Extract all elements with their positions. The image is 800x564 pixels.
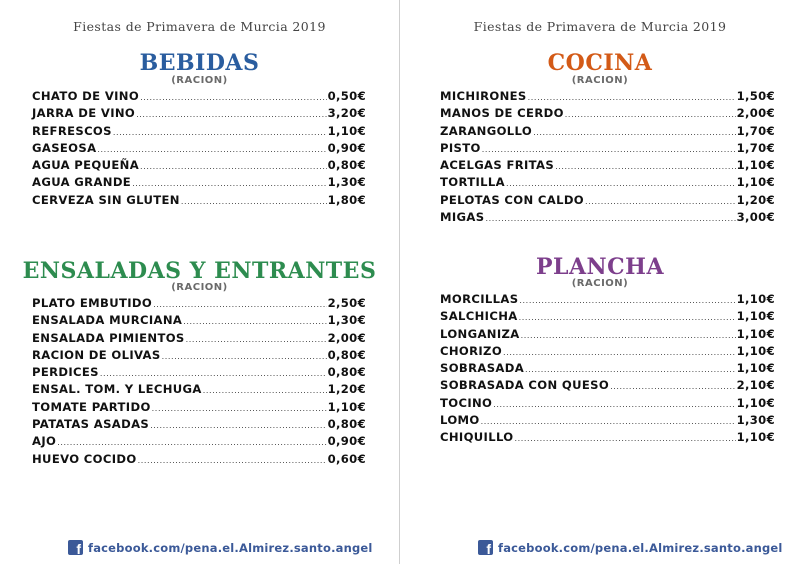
dot-leader [528,93,736,102]
dot-leader [113,128,327,137]
facebook-url: facebook.com/pena.el.Almirez.santo.angel [498,540,783,555]
item-price: 1,10€ [736,309,775,324]
section-title-plancha: PLANCHA [535,254,665,280]
section-title-bebidas: BEBIDAS [139,50,260,76]
item-price: 1,30€ [736,413,775,428]
item-price: 2,10€ [736,378,775,393]
dot-leader [152,404,327,413]
item-name: ACELGAS FRITAS [440,158,555,173]
item-name: ENSAL. TOM. Y LECHUGA [32,382,202,397]
item-name: TOMATE PARTIDO [32,399,151,414]
menu-item [32,382,366,399]
dot-leader [150,421,326,430]
item-price: 1,50€ [736,89,775,103]
menu-page-left [0,0,399,564]
item-name: GASEOSA [32,140,97,155]
item-price: 0,60€ [327,451,366,466]
item-price: 1,10€ [736,395,775,410]
menu-item [440,124,775,141]
dot-leader [565,110,736,119]
menu-page-right [400,0,800,564]
item-name: CHATO DE VINO [32,89,140,103]
item-name: SALCHICHA [440,309,518,324]
menu-item [32,417,366,434]
menu-item [32,331,366,348]
dot-leader [525,365,736,374]
dot-leader [503,348,736,357]
dot-leader [183,317,326,326]
dot-leader [140,93,327,102]
item-name: HUEVO COCIDO [32,451,137,466]
item-price: 2,00€ [736,106,775,121]
item-price: 1,30€ [327,175,366,190]
item-price: 0,50€ [327,89,366,103]
page-header: Fiestas de Primavera de Murcia 2019 [73,19,326,34]
item-price: 1,10€ [736,343,775,358]
item-price: 1,10€ [736,361,775,376]
item-price: 1,20€ [327,382,366,397]
item-price: 1,10€ [327,123,366,138]
menu-item [440,327,775,344]
menu-item [32,124,366,141]
menu-item [32,106,366,123]
dot-leader [481,417,736,426]
menu-item [440,378,775,395]
menu-item [32,158,366,175]
menu-item [32,296,366,313]
item-name: REFRESCOS [32,123,112,138]
menu-item [440,141,775,158]
menu-item [440,292,775,309]
item-name: PERDICES [32,365,99,380]
menu-item [440,106,775,123]
menu-item [32,193,366,210]
facebook-url: facebook.com/pena.el.Almirez.santo.angel [88,540,373,555]
item-name: MIGAS [440,210,485,225]
item-price: 1,10€ [327,399,366,414]
dot-leader [493,400,735,409]
dot-leader [100,369,327,378]
menu-item [32,348,366,365]
menu-list-ensaladas [32,296,366,469]
item-price: 2,00€ [327,330,366,345]
menu-item [440,309,775,326]
item-name: ENSALADA PIMIENTOS [32,330,185,345]
item-name: PLATO EMBUTIDO [32,296,153,310]
menu-item [440,193,775,210]
section-subtitle-bebidas: (RACION) [171,75,228,86]
item-name: TORTILLA [440,175,505,190]
dot-leader [153,300,326,309]
item-name: AGUA GRANDE [32,175,132,190]
item-price: 1,10€ [736,430,775,445]
dot-leader [140,162,327,171]
item-price: 0,80€ [327,365,366,380]
dot-leader [57,438,326,447]
item-name: ZARANGOLLO [440,123,533,138]
dot-leader [181,197,327,206]
item-name: PELOTAS CON CALDO [440,192,585,207]
item-price: 1,30€ [327,313,366,328]
item-name: CHIQUILLO [440,430,514,445]
item-price: 1,20€ [736,192,775,207]
item-price: 0,80€ [327,417,366,432]
item-price: 1,80€ [327,192,366,207]
item-name: CERVEZA SIN GLUTEN [32,192,180,207]
facebook-link[interactable] [68,540,373,555]
facebook-link[interactable] [478,540,783,555]
section-title-cocina: COCINA [547,50,653,76]
section-subtitle-plancha: (RACION) [571,278,629,289]
item-price: 0,80€ [327,347,366,362]
menu-item [440,396,775,413]
item-name: AJO [32,434,57,449]
dot-leader [533,128,735,137]
facebook-icon: f [68,540,83,555]
menu-item [32,365,366,382]
dot-leader [138,456,327,465]
menu-item [440,413,775,430]
menu-item [440,344,775,361]
item-name: MANOS DE CERDO [440,106,564,121]
menu-item [32,313,366,330]
item-price: 0,90€ [327,140,366,155]
menu-list-bebidas [32,89,366,210]
page-header: Fiestas de Primavera de Murcia 2019 [473,19,727,34]
item-price: 0,90€ [327,434,366,449]
item-name: RACION DE OLIVAS [32,347,161,362]
dot-leader [136,110,326,119]
item-name: LOMO [440,413,480,428]
dot-leader [555,162,736,171]
item-name: JARRA DE VINO [32,106,136,121]
dot-leader [132,179,326,188]
menu-list-cocina [440,89,775,227]
menu-item [440,175,775,192]
dot-leader [203,386,327,395]
menu-item [440,89,775,106]
dot-leader [585,197,736,206]
section-subtitle-cocina: (RACION) [571,75,629,86]
item-price: 1,10€ [736,326,775,341]
dot-leader [514,434,735,443]
item-name: CHORIZO [440,343,503,358]
item-price: 1,70€ [736,123,775,138]
section-subtitle-ensaladas: (RACION) [171,282,228,293]
dot-leader [521,331,736,340]
item-price: 2,50€ [327,296,366,310]
item-name: PISTO [440,140,481,155]
dot-leader [482,145,736,154]
dot-leader [162,352,327,361]
dot-leader [519,296,735,305]
item-name: PATATAS ASADAS [32,417,150,432]
section-title-ensaladas: ENSALADAS Y ENTRANTES [22,258,377,284]
item-name: MORCILLAS [440,292,519,306]
item-price: 1,70€ [736,140,775,155]
menu-item [32,452,366,469]
item-price: 0,80€ [327,158,366,173]
item-name: ENSALADA MURCIANA [32,313,183,328]
item-name: SOBRASADA CON QUESO [440,378,610,393]
dot-leader [186,335,327,344]
item-name: SOBRASADA [440,361,525,376]
menu-item [440,430,775,447]
menu-item [32,175,366,192]
item-name: AGUA PEQUEÑA [32,158,140,173]
menu-item [440,210,775,227]
menu-item [32,434,366,451]
item-name: TOCINO [440,395,493,410]
dot-leader [506,179,736,188]
menu-item [440,361,775,378]
dot-leader [485,214,735,223]
dot-leader [97,145,326,154]
item-name: MICHIRONES [440,89,527,103]
item-name: LONGANIZA [440,326,520,341]
item-price: 1,10€ [736,292,775,306]
facebook-icon: f [478,540,493,555]
dot-leader [519,313,736,322]
menu-item [32,89,366,106]
item-price: 1,10€ [736,175,775,190]
item-price: 3,20€ [327,106,366,121]
menu-list-plancha [440,292,775,448]
item-price: 1,10€ [736,158,775,173]
menu-item [32,400,366,417]
menu-item [440,158,775,175]
dot-leader [610,382,736,391]
menu-item [32,141,366,158]
item-price: 3,00€ [736,210,775,225]
